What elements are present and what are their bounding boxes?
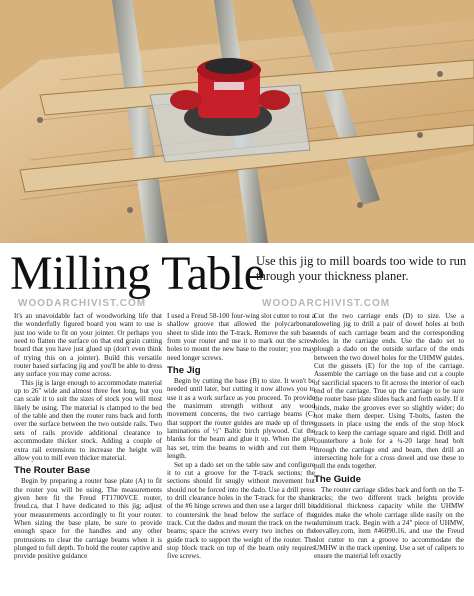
section-heading-guide: The Guide: [314, 473, 361, 485]
paragraph: It's an unavoidable fact of woodworking life that the wonderfully figured board you want to use is just too wide to fit on your jointer. Or perhaps you need to flatten the surface on that end grain cutting board that you have just glued up (don't even think of trying this on a jointer). Build this versatile router based surfacing jig and you'll be able to dress any surface you may come across.: [14, 312, 162, 379]
page-subtitle: Use this jig to mill boards too wide to run through your thickness planer.: [256, 254, 467, 283]
column-1: [14, 312, 162, 561]
section-heading-router-base: The Router Base: [14, 465, 91, 477]
column-2: [167, 312, 315, 561]
page-title: Milling Table: [10, 247, 265, 300]
paragraph: This jig is large enough to accommodate material up to 26" wide and almost three feet long, but you can scale it to suit the sizes of stock you will most likely be using. The material is clamped to the bed of the table and then the router runs back and forth over the surface between the two outside rails. Two sets of rails provide additional clearance to accommodate thicker stock. Adding a couple of extra rail extensions to increase the height will allow you to mill even thicker material.: [14, 378, 162, 462]
column-3: [314, 312, 464, 561]
paragraph: Begin by preparing a router base plate (A) to fit the router you will be using. The measurements given here fit the Freud FT1700VCE router, freud.ca, that I have dedicated to this jig; adjust your measurements accordingly to fit your router. When sizing the base plate, be sure to provide enough space for the handles and any other protrusions to clear the carriage beams when it is plunged to full depth. To hold the router captive and provide positive guidance: [14, 477, 162, 561]
paragraph: Set up a dado set on the table saw and configure it to cut a groove for the T-track sections; the sections should fit snugly without movement but should not be forced into the dado. Use a drill press to drill clearance holes in the T-track for the shank of the #6 hinge screws and then use a larger drill bit to countersink the head below the surface of the track. Cut the dados and mount the track on the two beams; space the screws every two inches on the guide track to support the weight of the router. The stop block track on top of the beam only requires five screws.: [167, 460, 315, 561]
section-heading-jig: The Jig: [167, 365, 201, 377]
paragraph: The router carriage slides back and forth on the T- tracks; the two different track heights provide additional thickness capacity while the UHMW guides make the whole carriage slide easily on the aluminum track. Begin with a 24" piece of UHMW, leevalley.com, item #46090.16, and use the Freud slot cutter to run a groove to accommodate the UMHW in the track opening. Use a set of calipers to ensure the material left exactly: [314, 485, 464, 561]
paragraph: I used a Freud 58-100 four-wing slot cutter to rout a shallow groove that allowed the polycarbonate sheet to slide into the T-track. Remove the sub base from your router and use it to mark out the screw holes to mount the new base to the router; you may need longer screws.: [167, 312, 315, 362]
watermark-left: WOODARCHIVIST.COM: [18, 298, 147, 309]
hero-photo: [0, 0, 474, 243]
paragraph: Cut the two carriage ends (D) to size. Use a doweling jig to drill a pair of dowel holes at both ends of each carriage beam and the corresponding holes in the carriage ends. Use the dado set to plough a dado on the outside surface of the ends between the two dowel holes for the UHMW guides. Cut the gussets (E) for the top of the carriage. Assemble the carriage on the base and cut a couple of sacrificial spacers to fit across the interior of each end of the carriage. True up the carriage to be sure the router base plate slides back and forth easily. If it binds, make the grooves ever so slightly wider; do not make them deeper. Using T-bolts, fasten the gussets in place using the ends of the stop block track to keep the carriage square and rigid. Drill and counterbore a hole for a ¼-20 large head bolt through the carriage end and beam, then drill an intersecting hole for a cross dowel and use these to pull the ends together.: [314, 312, 464, 471]
watermark-right: WOODARCHIVIST.COM: [262, 298, 391, 309]
paragraph: Begin by cutting the base (B) to size. It won't be needed until later, but cutting it now allows you to use it as a work surface as you proceed. To provide the maximum strength without any wood movement concerns, the two carriage beams (C) that support the router guides are made up of three laminations of ½" Baltic birch plywood. Cut the blanks for the beam and glue it up. When the glue has set, trim the beams to width and cut them to length.: [167, 377, 315, 461]
